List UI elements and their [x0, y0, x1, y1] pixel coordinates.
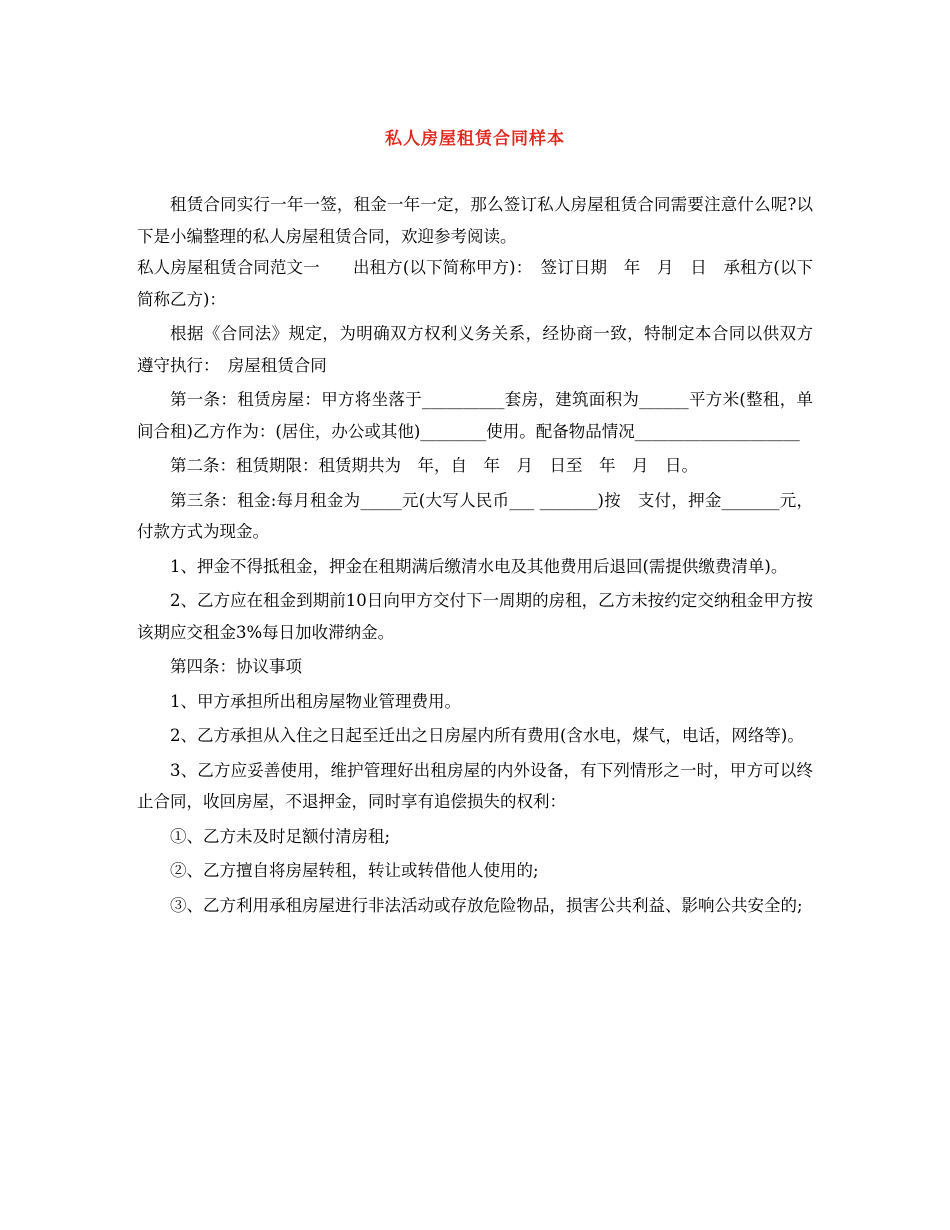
article-4-clause-1: 1、甲方承担所出租房屋物业管理费用。 — [170, 691, 461, 711]
article-1-paragraph: 第一条：租赁房屋：甲方将坐落于__________套房，建筑面积为______平方米(整租，单间合租)乙方作为：(居住，办公或其他)________使用。配备物品情况____________________ — [137, 390, 813, 441]
article-4-clause-2: 2、乙方承担从入住之日起至迁出之日房屋内所有费用(含水电，煤气，电话，网络等)。 — [170, 726, 804, 745]
intro-paragraph: 租赁合同实行一年一签，租金一年一定，那么签订私人房屋租赁合同需要注意什么呢?以下是小编整理的私人房屋租赁合同，欢迎参考阅读。 — [137, 195, 813, 246]
article-3-clause-2: 2、乙方应在租金到期前10日向甲方交付下一周期的房租，乙方未按约定交纳租金甲方按该期应交租金3%每日加收滞纳金。 — [137, 591, 813, 642]
article-3-paragraph: 第三条：租金:每月租金为_____元(大写人民币___ _______)按 支付，押金_______元，付款方式为现金。 — [137, 490, 813, 541]
document-body — [137, 189, 813, 921]
termination-item-1: ①、乙方未及时足额付清房租; — [170, 826, 391, 846]
article-4-heading: 第四条：协议事项 — [170, 657, 302, 676]
article-3-clause-1: 1、押金不得抵租金，押金在租期满后缴清水电及其他费用后退回(需提供缴费清单)。 — [170, 556, 788, 576]
preamble-paragraph: 根据《合同法》规定，为明确双方权利义务关系，经协商一致，特制定本合同以供双方遵守执行： 房屋租赁合同 — [137, 324, 813, 375]
document-title: 私人房屋租赁合同样本 — [385, 129, 565, 149]
article-2-paragraph: 第二条：租赁期限：租赁期共为 年，自 年 月 日至 年 月 日。 — [170, 456, 698, 475]
termination-item-3: ③、乙方利用承租房屋进行非法活动或存放危险物品，损害公共利益、影响公共安全的; — [170, 895, 803, 915]
article-4-clause-3: 3、乙方应妥善使用，维护管理好出租房屋的内外设备，有下列情形之一时，甲方可以终止合同，收回房屋，不退押金，同时享有追偿损失的权利： — [137, 760, 813, 811]
contract-parties-line: 私人房屋租赁合同范文一 出租方(以下简称甲方)： 签订日期 年 月 日 承租方(以下简称乙方)： — [137, 258, 813, 309]
termination-item-2: ②、乙方擅自将房屋转租，转让或转借他人使用的; — [170, 861, 539, 880]
